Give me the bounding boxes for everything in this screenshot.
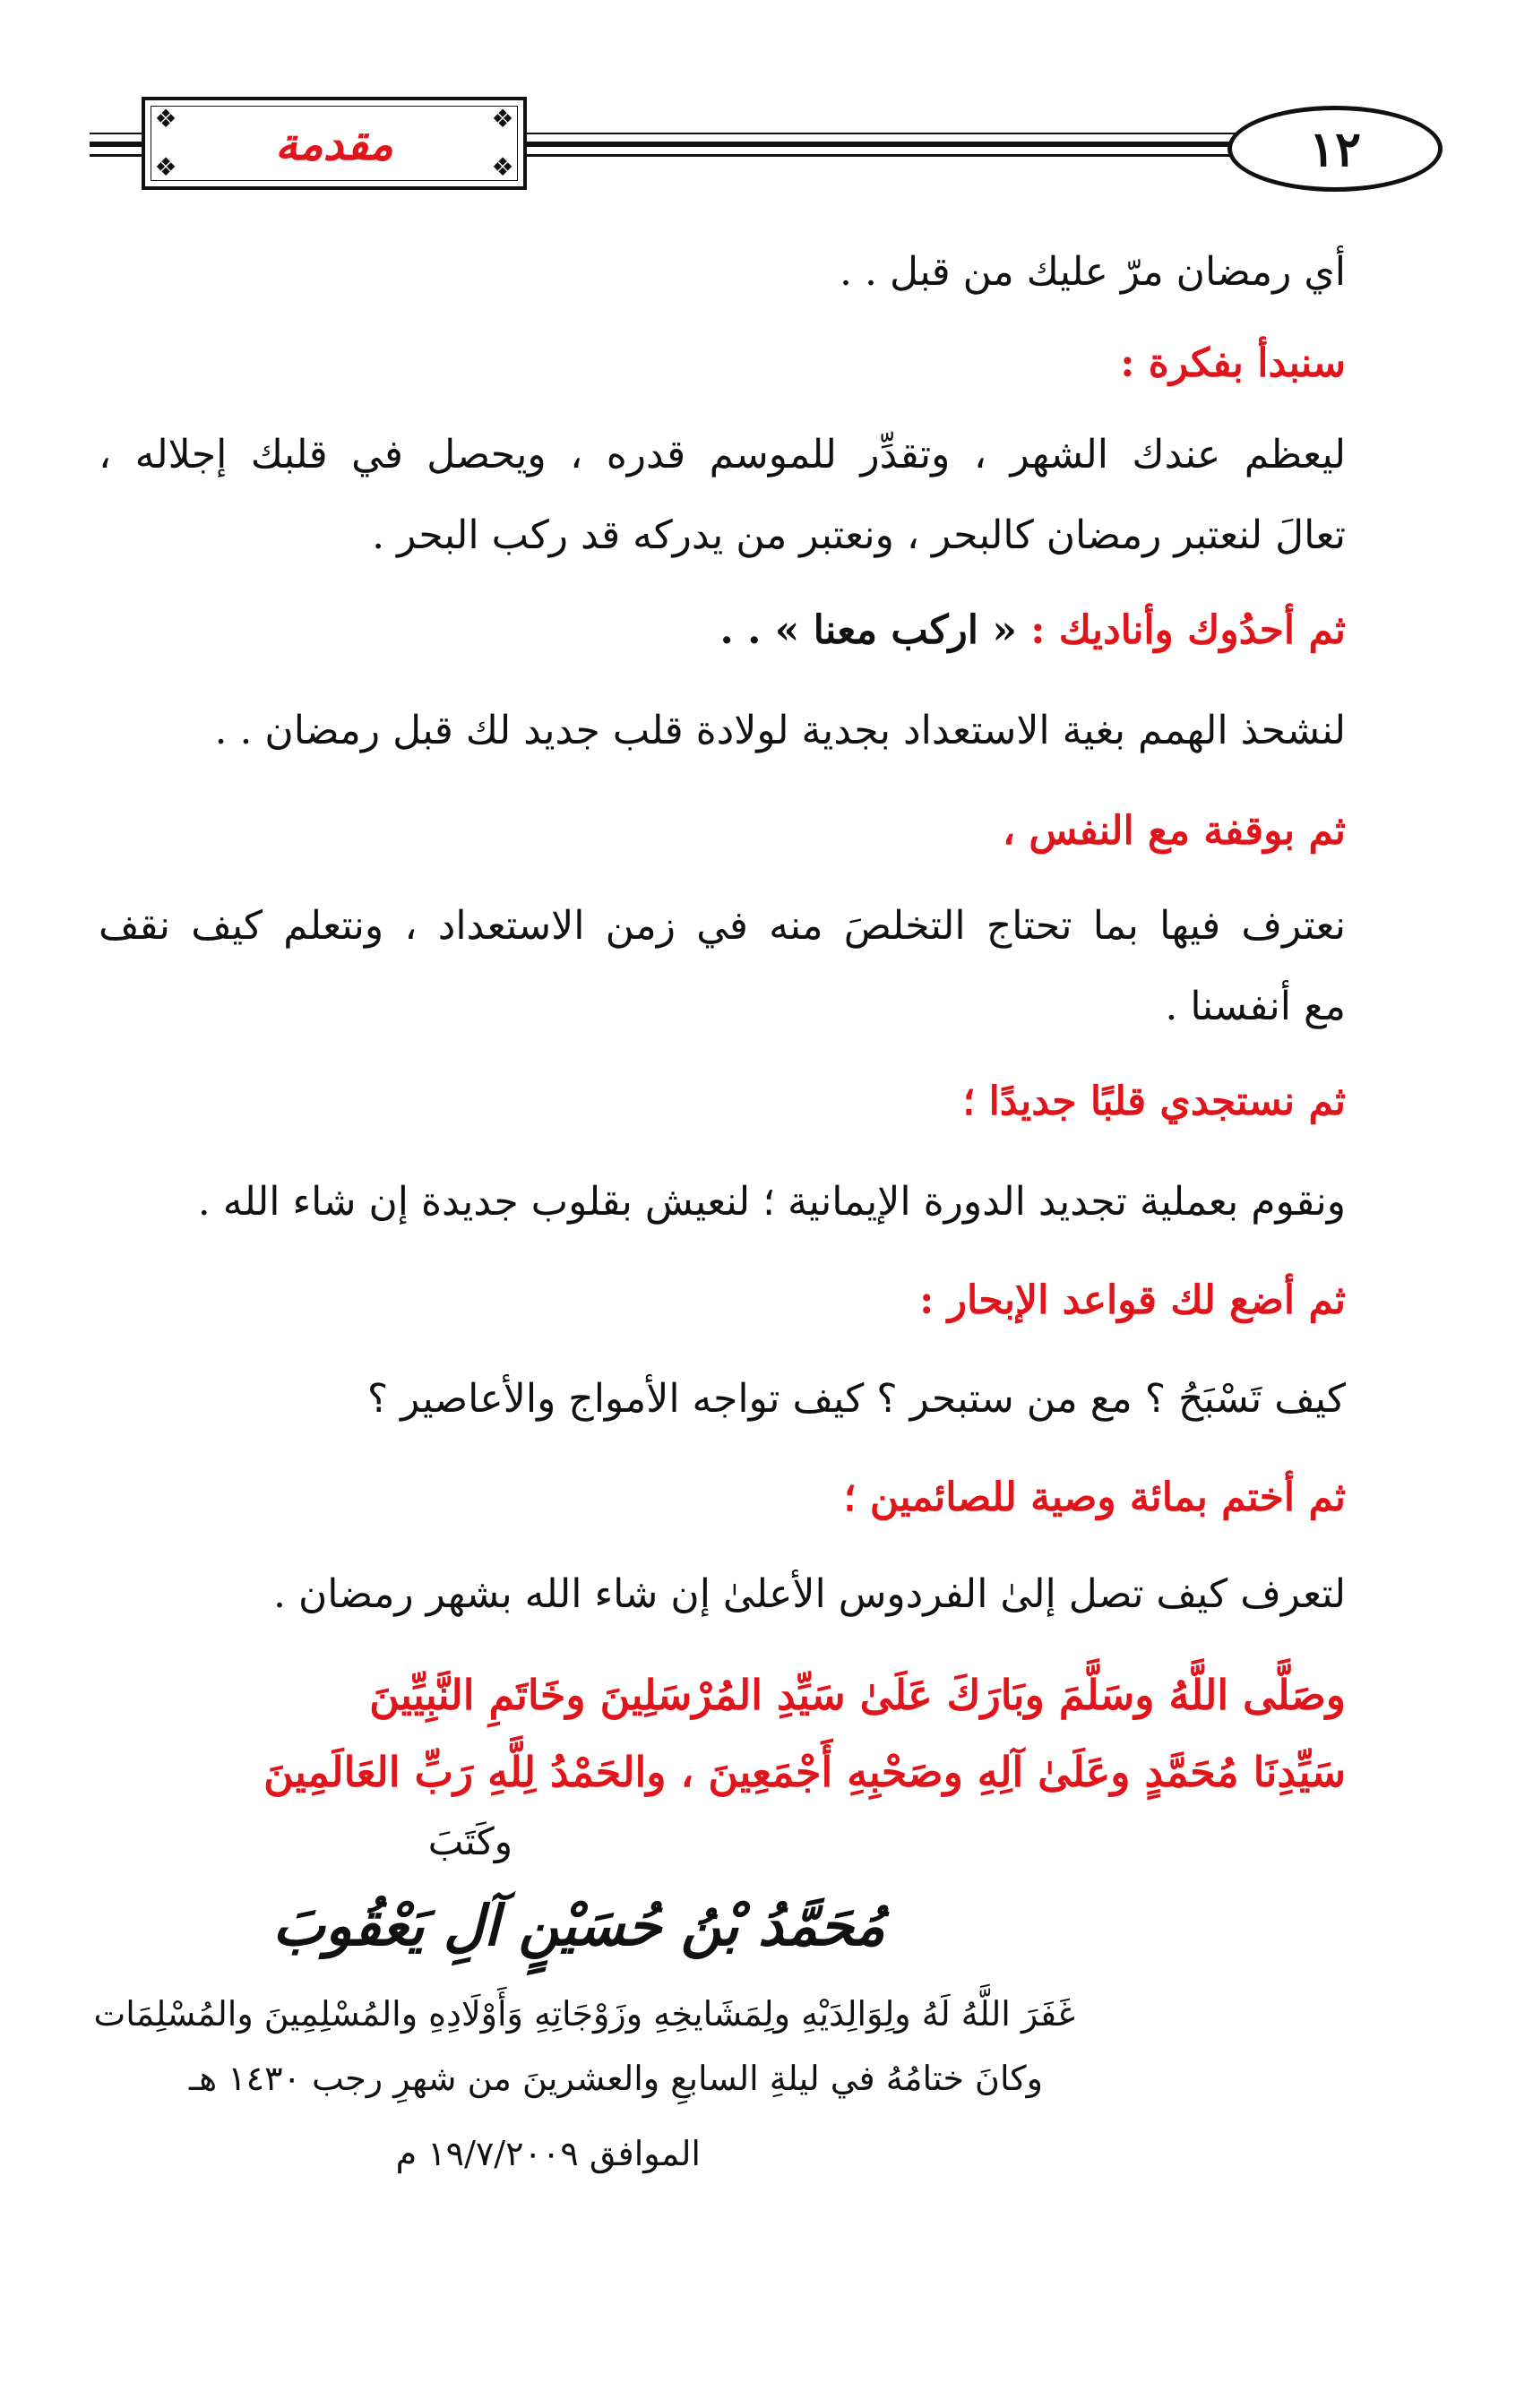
paragraph-line: ليعظم عندك الشهر ، وتقدِّر للموسم قدره ، ويحصل في قلبك إجلاله ، <box>99 432 1346 477</box>
page-number: ١٢ <box>1308 120 1361 177</box>
page-number-oval <box>1227 106 1443 192</box>
heading-call-you <box>99 602 1346 659</box>
heading-sailing-rules: ثم أضع لك قواعد الإبحار : <box>919 1277 1346 1323</box>
corner-ornament-icon: ❖ <box>491 152 514 182</box>
corner-ornament-icon: ❖ <box>154 104 177 133</box>
wrote-by: وكَتَبَ <box>427 1819 513 1863</box>
heading-call-you-text: ثم أحدُوك وأناديك : <box>1030 607 1346 653</box>
heading-self-reflection: ثم بوقفة مع النفس ، <box>1002 808 1346 854</box>
date-line <box>396 2128 701 2179</box>
completion-line: وكانَ ختامُهُ في ليلةِ السابعِ والعشرينَ من شهرِ رجب ١٤٣٠ هـ <box>188 2059 1043 2098</box>
heading-start-with-idea: سنبدأ بفكرة : <box>1120 340 1346 386</box>
corner-ornament-icon: ❖ <box>491 104 514 133</box>
heading-new-heart: ثم نستجدي قلبًا جديدًا ؛ <box>962 1079 1346 1124</box>
paragraph-line: مع أنفسنا . <box>1165 984 1346 1029</box>
paragraph-line: لتعرف كيف تصل إلىٰ الفردوس الأعلىٰ إن شاء الله بشهر رمضان . <box>272 1571 1346 1617</box>
paragraph-line: تعالَ لنعتبر رمضان كالبحر ، ونعتبر من يدركه قد ركب البحر . <box>372 512 1346 558</box>
chapter-title-box <box>142 97 527 190</box>
date-value: ١٩/٧/٢٠٠٩ م <box>395 2134 579 2173</box>
corner-ornament-icon: ❖ <box>154 152 177 182</box>
intro-line: أي رمضان مرّ عليك من قبل . . <box>840 249 1346 295</box>
heading-quote: « اركب معنا » . . <box>719 607 1017 653</box>
paragraph-line: نعترف فيها بما تحتاج التخلصَ منه في زمن الاستعداد ، ونتعلم كيف نقف <box>99 903 1346 949</box>
chapter-title: مقدمة <box>275 116 393 170</box>
page-header <box>0 0 1516 206</box>
blessing-line: وصَلَّى اللَّهُ وسَلَّمَ وبَارَكَ عَلَىٰ سَيِّدِ المُرْسَلِينَ وخَاتَمِ النَّبِيِّينَ <box>369 1671 1346 1719</box>
date-label: الموافق <box>589 2134 701 2173</box>
blessing-line: سَيِّدِنَا مُحَمَّدٍ وعَلَىٰ آلِهِ وصَحْبِهِ أَجْمَعِينَ ، والحَمْدُ لِلَّهِ رَبِّ العَالَمِينَ <box>263 1748 1346 1796</box>
paragraph-line: كيف تَسْبَحُ ؟ مع من ستبحر ؟ كيف تواجه الأمواج والأعاصير ؟ <box>366 1376 1346 1422</box>
heading-hundred-advice: ثم أختم بمائة وصية للصائمين ؛ <box>843 1475 1346 1520</box>
prayer-line: غَفَرَ اللَّهُ لَهُ ولِوَالِدَيْهِ ولِمَشَايخِهِ وزَوْجَاتِهِ وَأَوْلَادِهِ والمُسْلِمِينَ والمُسْلِمَات <box>93 1994 1075 2034</box>
paragraph-line: ونقوم بعملية تجديد الدورة الإيمانية ؛ لنعيش بقلوب جديدة إن شاء الله . <box>197 1179 1346 1225</box>
paragraph-line: لنشحذ الهمم بغية الاستعداد بجدية لولادة قلب جديد لك قبل رمضان . . <box>214 708 1346 753</box>
author-signature: مُحَمَّدُ بْنُ حُسَيْنٍ آلِ يَعْقُوبَ <box>272 1893 885 1958</box>
